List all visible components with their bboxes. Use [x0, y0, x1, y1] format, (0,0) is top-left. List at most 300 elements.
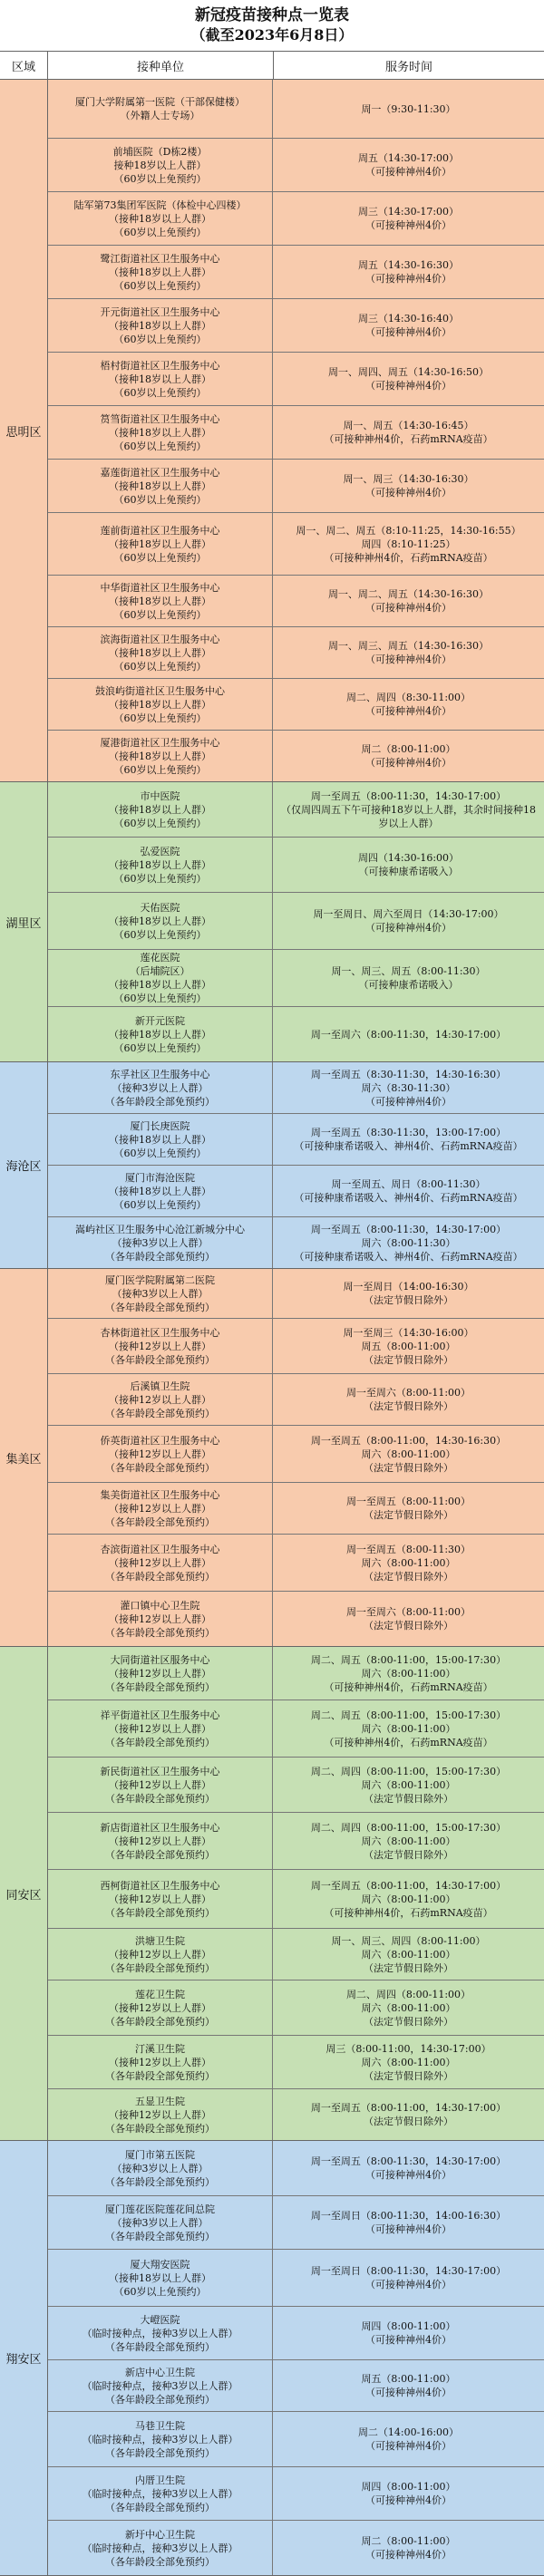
service-time-cell [273, 1374, 544, 1425]
service-time-line: 周一至周日、周六至周日（14:30-17:00） [313, 908, 504, 920]
unit-line: （接种3岁以上人群） [112, 2216, 209, 2229]
service-time-line: 周六（8:00-11:00） [361, 1893, 456, 1905]
unit-line: （各年龄段全部免预约） [105, 1906, 215, 1919]
unit-line: （各年龄段全部免预约） [105, 1461, 215, 1474]
service-time-line: （法定节假日除外） [364, 1620, 453, 1632]
table-row [48, 192, 544, 246]
table-row [48, 299, 544, 353]
vaccination-unit-cell [48, 2036, 273, 2088]
unit-line: （接种12岁以上人群） [109, 1556, 211, 1569]
service-time-line: 周一至周日（8:00-11:30，14:30-17:00） [310, 2265, 507, 2277]
unit-line: 五显卫生院 [135, 2095, 185, 2107]
unit-line: 市中医院 [140, 789, 180, 802]
table-row [48, 1426, 544, 1483]
service-time-cell [273, 1929, 544, 1980]
unit-line: （60岁以上免预约） [113, 660, 207, 673]
unit-line: （接种18岁以上人群） [109, 750, 211, 762]
service-time-line: 周一至周五（8:00-11:00，14:30-17:00） [310, 2102, 507, 2114]
unit-line: （接种12岁以上人群） [109, 2108, 211, 2121]
service-time-line: 周一、周三、周五（14:30-16:30） [327, 640, 490, 652]
unit-line: （接种18岁以上人群） [109, 266, 211, 278]
unit-line: （各年龄段全部免预约） [105, 1516, 215, 1528]
district-name: 思明区 [0, 80, 48, 781]
service-time-line: 周四（8:10-11:25） [361, 537, 456, 550]
vaccination-unit-cell [48, 1700, 273, 1757]
table-row [48, 1269, 544, 1319]
unit-line: （60岁以上免预约） [113, 993, 207, 1004]
service-time-line: 周二、周四（8:00-11:00，15:00-17:30） [310, 1821, 507, 1834]
unit-line: （各年龄段全部免预约） [105, 1680, 215, 1693]
service-time-line: 周二（8:00-11:00） [361, 743, 456, 755]
unit-line: （接种18岁以上人群） [109, 479, 211, 492]
service-time-cell [273, 2412, 544, 2466]
unit-line: 弘爱医院 [140, 845, 180, 857]
service-time-line: 周六（8:00-11:00） [361, 2001, 456, 2014]
service-time-cell [273, 2360, 544, 2411]
vaccination-unit-cell [48, 246, 273, 298]
table-row [48, 1592, 544, 1646]
service-time-line: 周一至周五（8:00-11:00，14:30-16:30） [310, 1434, 507, 1447]
unit-line: （接种12岁以上人群） [109, 1948, 211, 1961]
table-row [48, 838, 544, 893]
unit-line: （60岁以上免预约） [113, 1198, 207, 1211]
unit-line: （接种12岁以上人群） [109, 1340, 211, 1352]
vaccination-unit-cell [48, 2141, 273, 2195]
column-header-district: 区域 [0, 52, 48, 79]
service-time-line: （可接种神州4价） [365, 705, 452, 717]
service-time-line: （可接种神州4价） [365, 757, 452, 769]
unit-line: （接种18岁以上人群） [109, 803, 211, 816]
table-title-block [0, 0, 544, 52]
service-time-line: 周一至周五（8:00-11:00，14:30-17:00） [310, 1879, 507, 1892]
column-header-row [0, 52, 544, 80]
table-row [48, 731, 544, 781]
service-time-line: 周一、周二、周五（8:10-11:25，14:30-16:55） [296, 524, 521, 537]
unit-line: （各年龄段全部免预约） [105, 2175, 215, 2188]
service-time-line: （可接种神州4价） [365, 2223, 452, 2235]
service-time-line: 周六（8:00-11:00） [361, 1556, 456, 1569]
service-time-line: 岁以上人群） [378, 817, 439, 829]
page-subtitle: （截至2023年6月8日） [190, 26, 354, 44]
service-time-line: 周六（8:30-11:30） [361, 1081, 456, 1094]
unit-line: （各年龄段全部免预约） [105, 2501, 215, 2513]
district-name: 集美区 [0, 1269, 48, 1646]
unit-line: （60岁以上免预约） [113, 608, 207, 621]
vaccination-unit-cell [48, 1269, 273, 1318]
service-time-cell [273, 1592, 544, 1646]
unit-line: 祥平街道社区卫生服务中心 [100, 1709, 220, 1721]
unit-line: （各年龄段全部免预约） [105, 2446, 215, 2459]
service-time-line: （可接种神州4价） [365, 2334, 452, 2346]
table-row [48, 1813, 544, 1870]
unit-line: 西柯街道社区卫生服务中心 [100, 1879, 220, 1892]
district-name: 湖里区 [0, 782, 48, 1061]
service-time-line: （法定节假日除外） [364, 1509, 453, 1521]
unit-line: （接种12岁以上人群） [109, 2001, 211, 2014]
unit-line: （60岁以上免预约） [113, 551, 207, 564]
vaccination-unit-cell [48, 679, 273, 730]
unit-line: （接种12岁以上人群） [109, 1778, 211, 1791]
service-time-cell [273, 1114, 544, 1165]
service-time-cell [273, 460, 544, 512]
service-time-line: 周五（14:30-17:00） [357, 152, 460, 164]
service-time-line: 周六（8:00-11:00） [361, 1835, 456, 1847]
unit-line: （接种18岁以上人群） [109, 698, 211, 711]
unit-line: （临时接种点，接种3岁以上人群） [82, 2379, 238, 2392]
service-time-cell [273, 1647, 544, 1700]
unit-line: （各年龄段全部免预约） [105, 1792, 215, 1805]
column-header-service: 服务时间 [384, 60, 432, 74]
table-row [48, 513, 544, 576]
unit-line: （接种18岁以上人群） [109, 2271, 211, 2284]
unit-line: 新开元医院 [135, 1014, 185, 1027]
service-time-line: （可接种神州4价） [365, 326, 452, 338]
unit-line: （接种12岁以上人群） [109, 1612, 211, 1625]
service-time-line: （法定节假日除外） [364, 1792, 453, 1805]
vaccination-unit-cell [48, 893, 273, 949]
table-row [48, 460, 544, 513]
vaccination-unit-cell [48, 1166, 273, 1216]
unit-line: （临时接种点，接种3岁以上人群） [82, 2433, 238, 2445]
service-time-cell [273, 1269, 544, 1318]
unit-line: 莲花医院 [140, 952, 180, 964]
service-time-cell [273, 1535, 544, 1591]
vaccination-unit-cell [48, 1374, 273, 1425]
vaccination-unit-cell [48, 2412, 273, 2466]
table-row [48, 1929, 544, 1980]
unit-line: 嘉莲街道社区卫生服务中心 [100, 466, 220, 479]
unit-line: 滨海街道社区卫生服务中心 [100, 633, 220, 645]
unit-line: （接种18岁以上人群） [109, 1028, 211, 1041]
table-row [48, 627, 544, 679]
service-time-line: （可接种神州4价） [365, 166, 452, 178]
vaccination-unit-cell [48, 1592, 273, 1646]
unit-line: 厦门医学院附属第二医院 [105, 1273, 215, 1286]
vaccination-unit-cell [48, 1217, 273, 1268]
unit-line: （接种18岁以上人群） [109, 646, 211, 659]
unit-line: 筼筜街道社区卫生服务中心 [100, 412, 220, 425]
unit-line: 集美街道社区卫生服务中心 [100, 1488, 220, 1501]
unit-line: （60岁以上免预约） [113, 333, 207, 345]
unit-line: 厦港街道社区卫生服务中心 [100, 736, 220, 749]
unit-line: （各年龄段全部免预约） [105, 1961, 215, 1974]
table-row [48, 2196, 544, 2250]
service-time-line: 周四（14:30-16:00） [357, 852, 460, 864]
service-time-line: 周五（8:00-11:00） [361, 1340, 456, 1352]
unit-line: （60岁以上免预约） [113, 1147, 207, 1159]
unit-line: 鹭江街道社区卫生服务中心 [100, 252, 220, 265]
service-time-cell [273, 893, 544, 949]
unit-line: 马巷卫生院 [135, 2419, 185, 2432]
service-time-line: 周一至周日（8:00-11:30，14:00-16:30） [310, 2210, 507, 2222]
service-time-cell [273, 1319, 544, 1373]
vaccination-unit-cell [48, 838, 273, 892]
unit-line: 新圩中心卫生院 [125, 2528, 195, 2541]
district-section [0, 782, 544, 1062]
table-row [48, 406, 544, 460]
unit-line: （各年龄段全部免预约） [105, 2015, 215, 2028]
service-time-cell [273, 513, 544, 575]
unit-line: （各年龄段全部免预约） [105, 1353, 215, 1366]
service-time-line: 周三（14:30-16:40） [357, 313, 460, 324]
unit-line: （接种18岁以上人群） [109, 1185, 211, 1197]
table-row [48, 782, 544, 838]
unit-line: （60岁以上免预约） [113, 279, 207, 292]
service-time-line: 周六（8:00-11:00） [361, 1778, 456, 1791]
vaccination-unit-cell [48, 192, 273, 245]
table-row [48, 1647, 544, 1700]
service-time-line: 周一至周五（8:00-11:30，14:30-17:00） [310, 1223, 507, 1235]
service-time-line: 周六（8:00-11:00） [361, 2056, 456, 2068]
service-time-cell [273, 782, 544, 837]
unit-line: 杏林街道社区卫生服务中心 [100, 1326, 220, 1339]
service-time-line: （可接种神州4价） [365, 2494, 452, 2506]
service-time-line: 周五（8:00-11:00） [361, 2373, 456, 2385]
vaccination-unit-cell [48, 1647, 273, 1700]
service-time-line: （可接种神州4价） [365, 380, 452, 392]
vaccination-unit-cell [48, 1929, 273, 1980]
district-section [0, 1062, 544, 1269]
district-section [0, 1647, 544, 2141]
page-title: 新冠疫苗接种点一览表 [195, 6, 349, 24]
vaccination-unit-cell [48, 353, 273, 405]
table-row [48, 80, 544, 139]
table-row [48, 1870, 544, 1929]
unit-line: 中华街道社区卫生服务中心 [100, 581, 220, 594]
service-time-line: 周二、周四（8:00-11:00） [345, 1988, 471, 2000]
table-row [48, 1535, 544, 1592]
unit-line: 后溪镇卫生院 [130, 1380, 190, 1392]
service-time-line: 周一、周三、周五（8:00-11:30） [331, 965, 486, 977]
service-time-line: 周一至周六（8:00-11:00） [345, 1606, 471, 1618]
unit-line: （各年龄段全部免预约） [105, 2069, 215, 2082]
unit-line: （接种3岁以上人群） [112, 1236, 209, 1249]
unit-line: （接种3岁以上人群） [112, 1081, 209, 1094]
vaccination-unit-cell [48, 1319, 273, 1373]
service-time-cell [273, 1007, 544, 1061]
unit-line: （各年龄段全部免预约） [105, 1407, 215, 1419]
service-time-line: （可接种神州4价，石药mRNA疫苗） [324, 1736, 493, 1748]
service-time-cell [273, 950, 544, 1006]
service-time-cell [273, 1758, 544, 1812]
unit-line: （接种18岁以上人群） [109, 595, 211, 607]
vaccination-unit-cell [48, 1980, 273, 2035]
vaccination-unit-cell [48, 299, 273, 352]
unit-line: （接种12岁以上人群） [109, 1893, 211, 1905]
unit-line: 厦门莲花医院莲花间总院 [105, 2203, 215, 2215]
unit-line: （各年龄段全部免预约） [105, 1570, 215, 1583]
table-row [48, 1700, 544, 1758]
unit-line: 内厝卫生院 [135, 2474, 185, 2486]
unit-line: 厦门长庚医院 [130, 1119, 190, 1132]
unit-line: 接种18岁以上人群） [113, 159, 207, 171]
unit-line: （接种18岁以上人群） [109, 212, 211, 225]
service-time-cell [273, 1813, 544, 1869]
unit-line: （各年龄段全部免预约） [105, 1250, 215, 1263]
service-time-line: 周一、周五（14:30-16:45） [343, 420, 474, 431]
service-time-cell [273, 406, 544, 459]
service-time-line: 周五（14:30-16:30） [357, 259, 460, 271]
vaccination-unit-cell [48, 513, 273, 575]
unit-line: （各年龄段全部免预约） [105, 2122, 215, 2135]
vaccination-unit-cell [48, 2360, 273, 2411]
vaccination-unit-cell [48, 139, 273, 191]
service-time-cell [273, 838, 544, 892]
service-time-line: （可接种康希诺吸入、神州4价、石药mRNA疫苗） [294, 1140, 523, 1152]
unit-line: （后埔院区） [130, 965, 190, 977]
vaccination-unit-cell [48, 406, 273, 459]
service-time-line: 周六（8:00-11:30） [361, 1236, 456, 1249]
service-time-line: （可接种神州4价） [365, 654, 452, 665]
unit-line: （60岁以上免预约） [113, 763, 207, 776]
table-row [48, 2412, 544, 2467]
unit-line: （各年龄段全部免预约） [105, 1626, 215, 1639]
vaccination-unit-cell [48, 1813, 273, 1869]
table-row [48, 2089, 544, 2140]
service-time-line: 周二、周五（8:00-11:00，15:00-17:30） [310, 1709, 507, 1721]
service-time-line: 周三（14:30-17:00） [357, 206, 460, 218]
service-time-cell [273, 2521, 544, 2575]
unit-line: 莲花卫生院 [135, 1988, 185, 2000]
service-time-line: 周二（8:00-11:00） [361, 2535, 456, 2547]
service-time-line: （法定节假日除外） [364, 1294, 453, 1306]
vaccination-unit-cell [48, 1758, 273, 1812]
service-time-line: （可接种神州4价） [365, 2440, 452, 2452]
table-row [48, 1114, 544, 1166]
table-row [48, 679, 544, 731]
unit-line: （各年龄段全部免预约） [105, 2555, 215, 2568]
service-time-line: 周四（8:00-11:00） [361, 2481, 456, 2493]
table-row [48, 1007, 544, 1061]
service-time-line: 周一至周五（8:30-11:30，14:30-16:30） [310, 1068, 507, 1080]
service-time-cell [273, 1700, 544, 1757]
service-time-cell [273, 627, 544, 678]
unit-line: 大嶝医院 [140, 2313, 180, 2326]
service-time-line: （法定节假日除外） [364, 1848, 453, 1861]
table-row [48, 1980, 544, 2036]
service-time-line: （可接种神州4价） [365, 2169, 452, 2181]
service-time-line: 周一至周五（8:00-11:30，14:30-17:00） [310, 2155, 507, 2167]
service-time-cell [273, 2196, 544, 2249]
vaccination-unit-cell [48, 2250, 273, 2306]
service-time-line: （可接种康希诺吸入、神州4价、石药mRNA疫苗） [294, 1192, 523, 1204]
service-time-line: （可接种神州4价，石药mRNA疫苗） [324, 1680, 493, 1693]
unit-line: （接种18岁以上人群） [109, 319, 211, 332]
service-time-line: （可接种神州4价） [365, 219, 452, 231]
service-time-cell [273, 1483, 544, 1534]
unit-line: 侨英街道社区卫生服务中心 [100, 1434, 220, 1447]
unit-line: 陆军第73集团军医院（体检中心四楼） [73, 199, 247, 211]
table-row [48, 1374, 544, 1426]
service-time-line: 周六（8:00-11:00） [361, 1667, 456, 1680]
service-time-cell [273, 2307, 544, 2359]
table-row [48, 2307, 544, 2360]
vaccination-unit-cell [48, 2521, 273, 2575]
service-time-cell [273, 299, 544, 352]
vaccination-unit-cell [48, 1007, 273, 1061]
service-time-cell [273, 1166, 544, 1216]
service-time-cell [273, 2036, 544, 2088]
service-time-line: 周一至周五（8:30-11:30，13:00-17:00） [310, 1127, 507, 1138]
vaccination-unit-cell [48, 80, 273, 138]
unit-line: 大同街道社区服务中心 [110, 1653, 210, 1666]
unit-line: 前埔医院（D栋2楼） [112, 145, 208, 158]
unit-line: （60岁以上免预约） [113, 1041, 207, 1054]
unit-line: 开元街道社区卫生服务中心 [100, 305, 220, 318]
service-time-line: 周一至周日（14:00-16:30） [343, 1281, 474, 1293]
unit-line: （60岁以上免预约） [113, 172, 207, 185]
unit-line: （各年龄段全部免预约） [105, 2393, 215, 2406]
unit-line: 鼓浪屿街道社区卫生服务中心 [95, 684, 225, 697]
table-row [48, 2467, 544, 2521]
service-time-cell [273, 1062, 544, 1113]
service-time-line: 周一至周三（14:30-16:00） [343, 1326, 474, 1339]
vaccination-unit-cell [48, 576, 273, 626]
vaccination-unit-cell [48, 1870, 273, 1928]
unit-line: （60岁以上免预约） [113, 817, 207, 829]
service-time-line: （可接种神州4价） [365, 922, 452, 934]
service-time-line: 周二、周四（8:00-11:00，15:00-17:30） [310, 1765, 507, 1777]
service-time-cell [273, 576, 544, 626]
vaccination-unit-cell [48, 1426, 273, 1482]
unit-line: （接种12岁以上人群） [109, 1393, 211, 1406]
table-row [48, 1062, 544, 1114]
service-time-line: （可接种神州4价） [365, 273, 452, 285]
service-time-line: 周一、周三、周四（8:00-11:00） [331, 1934, 486, 1947]
service-time-cell [273, 1870, 544, 1928]
service-time-line: 周二、周五（8:00-11:00，15:00-17:30） [310, 1653, 507, 1666]
unit-line: （接种12岁以上人群） [109, 1835, 211, 1847]
unit-line: 东孚社区卫生服务中心 [110, 1068, 210, 1080]
vaccination-unit-cell [48, 2467, 273, 2520]
service-time-line: 周六（8:00-11:00） [361, 1948, 456, 1961]
unit-line: （接种18岁以上人群） [109, 426, 211, 439]
table-row [48, 2036, 544, 2089]
unit-line: （接种3岁以上人群） [112, 2162, 209, 2174]
table-row [48, 1758, 544, 1813]
unit-line: （接种12岁以上人群） [109, 1448, 211, 1460]
district-section [0, 80, 544, 782]
unit-line: 厦门大学附属第一医院（干部保健楼） [75, 96, 245, 108]
vaccination-unit-cell [48, 2307, 273, 2359]
service-time-line: （可接种康希诺吸入、神州4价、石药mRNA疫苗） [294, 1250, 523, 1263]
vaccination-unit-cell [48, 627, 273, 678]
unit-line: （各年龄段全部免预约） [105, 1095, 215, 1108]
unit-line: （各年龄段全部免预约） [105, 1848, 215, 1861]
table-row [48, 1483, 544, 1535]
table-row [48, 139, 544, 192]
unit-line: （60岁以上免预约） [113, 2285, 207, 2298]
service-time-line: （可接种神州4价） [365, 602, 452, 614]
unit-line: 梧村街道社区卫生服务中心 [100, 359, 220, 372]
unit-line: （接种18岁以上人群） [109, 858, 211, 871]
service-time-line: 周二、周四（8:30-11:00） [345, 692, 471, 703]
unit-line: （接种18岁以上人群） [109, 537, 211, 550]
service-time-cell [273, 2250, 544, 2306]
service-time-cell [273, 353, 544, 405]
unit-line: 洪塘卫生院 [135, 1934, 185, 1947]
district-section [0, 2141, 544, 2576]
vaccination-unit-cell [48, 1483, 273, 1534]
vaccination-unit-cell [48, 1114, 273, 1165]
service-time-line: （可接种神州4价，石药mRNA疫苗） [324, 433, 493, 445]
service-time-cell [273, 1426, 544, 1482]
unit-line: （临时接种点，接种3岁以上人群） [82, 2487, 238, 2500]
table-row [48, 576, 544, 627]
table-row [48, 1217, 544, 1268]
unit-line: 灌口镇中心卫生院 [120, 1599, 200, 1612]
table-row [48, 893, 544, 950]
